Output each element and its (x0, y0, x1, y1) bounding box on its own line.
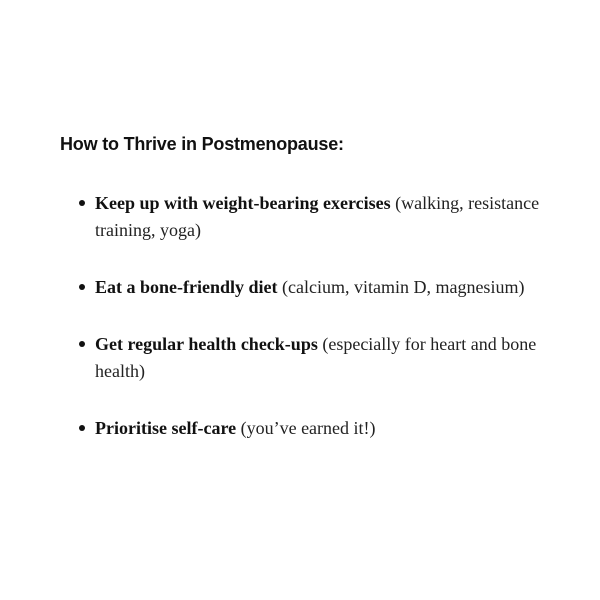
tip-detail: (walking, resistance training, yoga) (95, 193, 540, 240)
tip-detail: (especially for heart and bone health) (95, 334, 537, 381)
tip-heading: Keep up with weight-bearing exercises (95, 193, 391, 213)
tip-heading: Get regular health check-ups (95, 334, 318, 354)
tips-list (60, 190, 550, 442)
content-area (60, 132, 550, 472)
page-title: How to Thrive in Postmenopause: (60, 134, 344, 154)
bullet-icon (79, 200, 85, 206)
tip-heading: Eat a bone-friendly diet (95, 277, 278, 297)
tip-detail: (calcium, vitamin D, magnesium) (277, 277, 525, 297)
list-item-self-care (60, 415, 550, 442)
list-item-diet (60, 274, 550, 301)
list-item-exercise (60, 190, 550, 244)
bullet-icon (79, 284, 85, 290)
list-item-checkups (60, 331, 550, 385)
bullet-icon (79, 425, 85, 431)
tip-detail: (you’ve earned it!) (236, 418, 376, 438)
tip-heading: Prioritise self-care (95, 418, 237, 438)
bullet-icon (79, 341, 85, 347)
